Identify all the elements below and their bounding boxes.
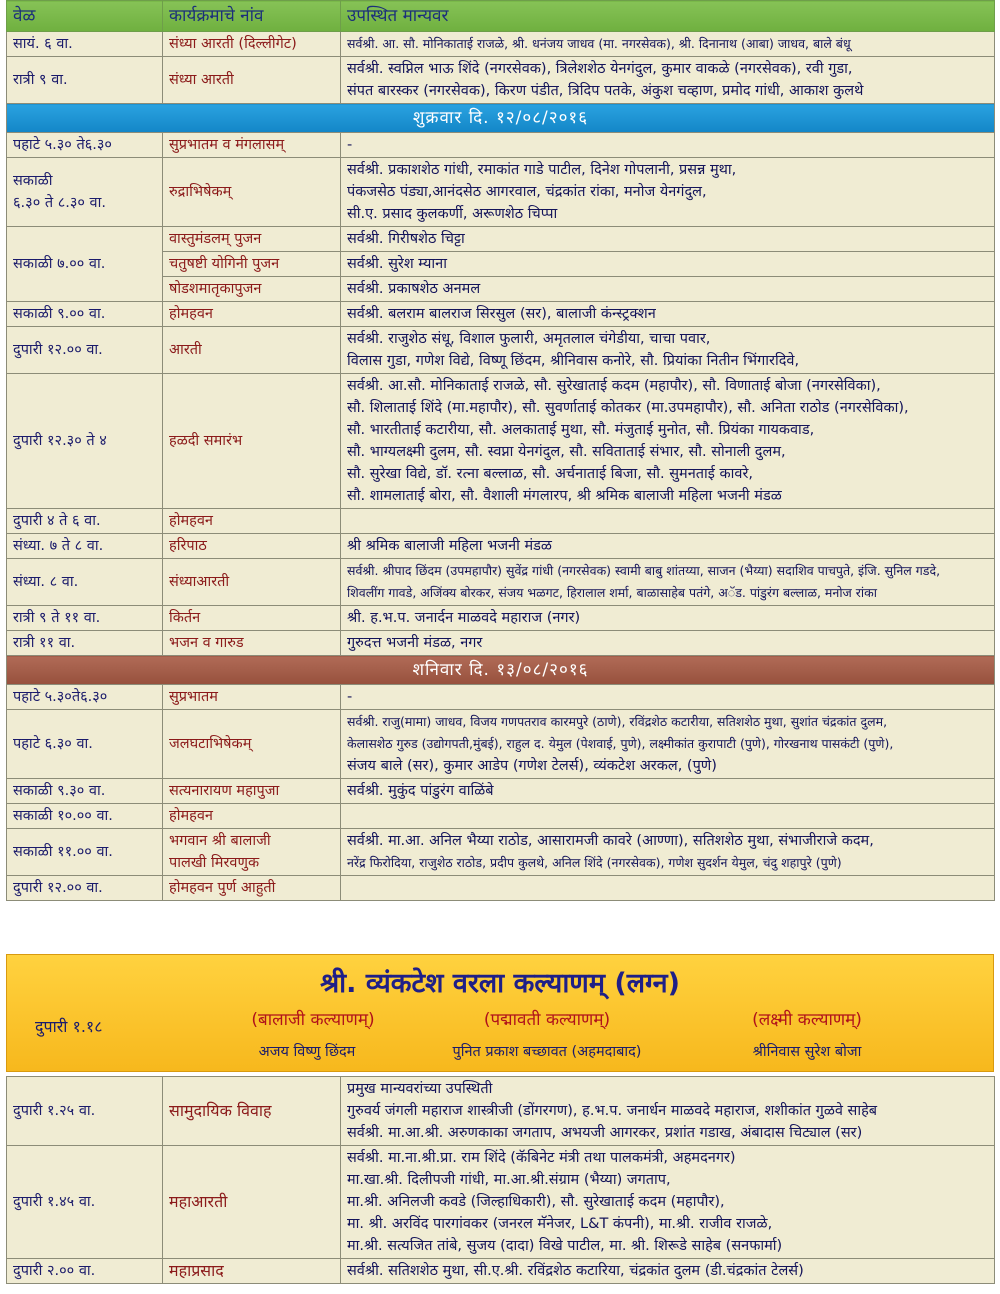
row-program: महाआरती [163,1146,341,1259]
row-guests [341,1146,995,1259]
wedding-padmavati: (पद्मावती कल्याणम्) [483,1010,611,1030]
wedding-name-3: श्रीनिवास सुरेश बोजा [752,1044,862,1060]
guest-line: सर्वश्री. प्रकाषशेठ अनमल [347,281,481,297]
guest-line: सर्वश्री. सतिशशेठ मुथा, सी.ए.श्री. रविंद्रशेठ कटारिया, चंद्रकांत दुलम (डी.चंद्रकांत टेलर्स) [347,1263,804,1279]
guest-line: पंकजसेठ पंड्या,आनंदसेठ आगरवाल, चंद्रकांत रांका, मनोज येनगंदुल, [347,184,707,200]
row-time: सकाळी ९.३० वा. [7,779,163,804]
row-guests [341,606,995,631]
row-time: दुपारी १२.०० वा. [7,876,163,901]
guest-line: सर्वश्री. प्रकाशशेठ गांधी, रमाकांत गाडे पाटील, दिनेश गोपलानी, प्रसन्न मुथा, [347,162,737,178]
row-program: होमहवन पुर्ण आहुती [163,876,341,901]
guest-line: सर्वश्री. गिरीषशेठ चिट्टा [347,231,465,247]
guest-line: सर्वश्री. राजु(मामा) जाधव, विजय गणपतराव कारमपुरे (ठाणे), रविंद्रशेठ कटारीया, सतिशशेठ मुथा, सुशांत चंद्रकांत दुलम, [347,714,888,729]
schedule-row [7,227,995,252]
rows-afternoon [7,1077,995,1284]
row-time: पहाटे ५.३० ते६.३० [7,133,163,158]
row-program: वास्तुमंडलम् पुजन [163,227,341,252]
row-time: रात्री ९ वा. [7,57,163,104]
row-program: भजन व गारुड [163,631,341,656]
guest-line: सर्वश्री. आ.सौ. मोनिकाताई राजळे, सौ. सुरेखाताई कदम (महापौर), सौ. विणाताई बोजा (नगरसेविका), [347,378,881,394]
row-time: संध्या. ७ ते ८ वा. [7,534,163,559]
row-program: हळदी समारंभ [163,374,341,509]
schedule-row [7,1259,995,1284]
schedule-row [7,1077,995,1146]
header-row [7,1,995,32]
row-time: दुपारी १२.३० ते ४ [7,374,163,509]
guest-line: मा.खा.श्री. दिलीपजी गांधी, मा.आ.श्री.संग्राम (भैय्या) जगताप, [347,1172,671,1188]
row-guests [341,509,995,534]
guest-line: विलास गुडा, गणेश विद्ये, विष्णू छिंदम, श्रीनिवास कनोरे, सौ. प्रियांका नितीन भिंगारदिवे, [347,353,800,369]
row-time: सकाळी ७.०० वा. [7,227,163,302]
row-program: संध्याआरती [163,559,341,606]
guest-line: मा.श्री. सत्यजित तांबे, सुजय (दादा) विखे पाटील, मा. श्री. शिरूडे साहेब (सनफार्मा) [347,1238,783,1254]
rows-saturday [7,685,995,901]
guest-line: - [347,137,353,153]
row-program: षोडशमातृकापुजन [163,277,341,302]
row-guests [341,534,995,559]
guest-line: केलासशेठ गुरुड (उद्योगपती,मुंबई), राहुल द. येमुल (पेशवाई, पुणे), लक्ष्मीकांत कुरापाटी (पुणे), गोरखनाथ पासकंटी (पुणे), [347,736,894,751]
row-time: दुपारी ४ ते ६ वा. [7,509,163,534]
guest-line: श्री. ह.भ.प. जनार्दन माळवदे महाराज (नगर) [347,610,581,626]
guest-line: सर्वश्री. मा.ना.श्री.प्रा. राम शिंदे (कॅबिनेट मंत्री तथा पालकमंत्री, अहमदनगर) [347,1150,736,1166]
guest-line: सौ. शामलाताई बोरा, सौ. वैशाली मंगलारप, श्री श्रमिक बालाजी महिला भजनी मंडळ [347,488,782,504]
row-time: दुपारी १२.०० वा. [7,327,163,374]
guest-line: सौ. सुरेखा विद्ये, डॉ. रत्ना बल्लाळ, सौ. अर्चनाताई बिजा, सौ. सुमनताई कावरे, [347,466,753,482]
row-program: संध्या आरती (दिल्लीगेट) [163,32,341,57]
guest-line: प्रमुख मान्यवरांच्या उपस्थिती [347,1081,493,1097]
row-time: सकाळी ९.०० वा. [7,302,163,327]
schedule-row [7,559,995,606]
schedule-row [7,327,995,374]
rows-friday [7,133,995,656]
schedule-row [7,57,995,104]
guest-line: सर्वश्री. आ. सौ. मोनिकाताई राजळे, श्री. धनंजय जाधव (मा. नगरसेवक), श्री. दिनानाथ (आबा) जाधव, बाले बंधू [347,36,851,51]
day-banner-friday [7,104,995,133]
row-program: सत्यनारायण महापुजा [163,779,341,804]
header-guests: उपस्थित मान्यवर [341,1,995,32]
guest-line: सर्वश्री. स्वप्निल भाऊ शिंदे (नगरसेवक), त्रिलेशशेठ येनगंदुल, कुमार वाकळे (नगरसेवक), रवी गुडा, [347,61,853,77]
guest-line: मा. श्री. अरविंद पारगांवकर (जनरल मॅनेजर, L&T कंपनी), मा.श्री. राजीव राजळे, [347,1216,773,1232]
guest-line: सर्वश्री. बलराम बालराज सिरसुल (सर), बालाजी कंन्स्ट्रक्शन [347,306,656,322]
row-program: रुद्राभिषेकम् [163,158,341,227]
row-program: हरिपाठ [163,534,341,559]
wedding-name-1: अजय विष्णु छिंदम [258,1044,356,1060]
row-guests [341,327,995,374]
row-guests [341,277,995,302]
row-guests [341,158,995,227]
guest-line: सर्वश्री. मुकुंद पांडुरंग वाळिंबे [347,783,494,799]
schedule-row [7,779,995,804]
schedule-row [7,631,995,656]
guest-line: सर्वश्री. सुरेश म्याना [347,256,447,272]
wedding-banner [6,954,994,1072]
row-program: संध्या आरती [163,57,341,104]
row-time: सकाळी १०.०० वा. [7,804,163,829]
schedule-row [7,509,995,534]
guest-line: सर्वश्री. श्रीपाद छिंदम (उपमहापौर) सुवेंद्र गांधी (नगरसेवक) स्वामी बाबु शांतय्या, साजन (भैय्या) सदाशिव पाचपुते, इंजि. सुनिल गडदे, [347,563,941,578]
row-program: होमहवन [163,302,341,327]
row-guests [341,227,995,252]
row-guests [341,1077,995,1146]
row-time: दुपारी २.०० वा. [7,1259,163,1284]
row-time: दुपारी १.२५ वा. [7,1077,163,1146]
row-guests [341,829,995,876]
guest-line: सर्वश्री. मा.आ.श्री. अरुणकाका जगताप, अभयजी आगरकर, प्रशांत गडाख, अंबादास चिट्याल (सर) [347,1125,863,1141]
row-guests [341,57,995,104]
row-program: सुप्रभातम व मंगलासम् [163,133,341,158]
row-program: महाप्रसाद [163,1259,341,1284]
header-time: वेळ [7,1,163,32]
row-guests [341,559,995,606]
bottom-section [6,1076,995,1284]
wedding-balaji: (बालाजी कल्याणम्) [251,1010,375,1030]
guest-line: शिवलींग गावडे, अजिंक्य बोरकर, संजय भळगट, हिरालाल शर्मा, बाळासाहेब पतंगे, अॅड. पांडुरंग बल्लाळ, मनोज रांका [347,585,877,600]
schedule-row [7,710,995,779]
guest-line: मा.श्री. अनिलजी कवडे (जिल्हाधिकारी), सौ. सुरेखाताई कदम (महापौर), [347,1194,725,1210]
schedule-row [7,374,995,509]
row-time: रात्री ११ वा. [7,631,163,656]
row-guests [341,374,995,509]
row-guests [341,710,995,779]
wedding-title: श्री. व्यंकटेश वरला कल्याणम् (लग्न) [320,968,680,999]
row-program: आरती [163,327,341,374]
row-guests [341,685,995,710]
row-time: सकाळी ६.३० ते ८.३० वा. [7,158,163,227]
wedding-time: दुपारी १.१८ [35,1017,103,1036]
day-title-saturday: शनिवार दि. १३/०८/२०१६ [7,656,995,685]
row-guests [341,1259,995,1284]
rows-evening [7,32,995,104]
schedule-row [7,534,995,559]
row-time: संध्या. ८ वा. [7,559,163,606]
schedule-row [7,876,995,901]
row-guests [341,779,995,804]
guest-line: सौ. भाग्यलक्ष्मी दुलम, सौ. स्वप्ना येनगंदुल, सौ. सविताताई संभार, सौ. सोनाली दुलम, [347,444,786,460]
row-time: रात्री ९ ते ११ वा. [7,606,163,631]
guest-line: गुरुवर्य जंगली महाराज शास्त्रीजी (डोंगरगण), ह.भ.प. जनार्धन माळवदे महाराज, शशीकांत गुळवे साहेब [347,1103,878,1119]
row-guests [341,252,995,277]
schedule-row [7,606,995,631]
guest-line: संपत बारस्कर (नगरसेवक), किरण पंडीत, त्रिदिप पतके, अंकुश चव्हाण, प्रमोद गांधी, आकाश कुलथे [347,83,864,99]
row-program: होमहवन [163,509,341,534]
row-guests [341,804,995,829]
schedule-table [6,0,995,901]
row-time: पहाटे ६.३० वा. [7,710,163,779]
wedding-name-2: पुनित प्रकाश बच्छावत (अहमदाबाद) [452,1044,642,1060]
row-guests [341,133,995,158]
guest-line: संजय बाले (सर), कुमार आडेप (गणेश टेलर्स), व्यंकटेश अरकल, (पुणे) [347,758,717,774]
guest-line: सर्वश्री. राजुशेठ संधू, विशाल फुलारी, अमृतलाल चंगेडीया, चाचा पवार, [347,331,711,347]
schedule-row [7,829,995,876]
row-time: दुपारी १.४५ वा. [7,1146,163,1259]
row-guests [341,876,995,901]
guest-line: गुरुदत्त भजनी मंडळ, नगर [347,635,483,651]
row-program: सुप्रभातम [163,685,341,710]
day-title-friday: शुक्रवार दि. १२/०८/२०१६ [7,104,995,133]
guest-line: सौ. भारतीताई कटारीया, सौ. अलकाताई मुथा, सौ. मंजुताई मुनोत, सौ. प्रियंका गायकवाड, [347,422,815,438]
schedule-row [7,158,995,227]
row-program: भगवान श्री बालाजी पालखी मिरवणुक [163,829,341,876]
row-program: सामुदायिक विवाह [163,1077,341,1146]
schedule-row [7,133,995,158]
row-time: पहाटे ५.३०ते६.३० [7,685,163,710]
header-program: कार्यक्रमाचे नांव [163,1,341,32]
day-banner-saturday [7,656,995,685]
row-program: जलघटाभिषेकम् [163,710,341,779]
row-program: होमहवन [163,804,341,829]
row-guests [341,631,995,656]
schedule-row [7,685,995,710]
row-time: सायं. ६ वा. [7,32,163,57]
guest-line: श्री श्रमिक बालाजी महिला भजनी मंडळ [347,538,552,554]
row-time: सकाळी ११.०० वा. [7,829,163,876]
schedule-row [7,302,995,327]
schedule-row [7,804,995,829]
guest-line: सर्वश्री. मा.आ. अनिल भैय्या राठोड, आसारामजी कावरे (आण्णा), सतिशशेठ मुथा, संभाजीराजे कदम, [347,833,874,849]
guest-line: नरेंद्र फिरोदिया, राजुशेठ राठोड, प्रदीप कुलथे, अनिल शिंदे (नगरसेवक), गणेश सुदर्शन येमुल, चंदु शहापुरे (पुणे) [347,855,842,870]
guest-line: सी.ए. प्रसाद कुलकर्णी, अरूणशेठ चिप्पा [347,206,558,222]
schedule-row [7,32,995,57]
row-program: चतुषष्टी योगिनी पुजन [163,252,341,277]
bottom-table [6,1076,995,1284]
row-guests [341,302,995,327]
guest-line: सौ. शिलाताई शिंदे (मा.महापौर), सौ. सुवर्णाताई कोतकर (मा.उपमहापौर), सौ. अनिता राठोड (नगरसेविका), [347,400,909,416]
wedding-lakshmi: (लक्ष्मी कल्याणम्) [752,1010,862,1030]
row-guests [341,32,995,57]
schedule-row [7,1146,995,1259]
guest-line: - [347,689,353,705]
row-program: किर्तन [163,606,341,631]
